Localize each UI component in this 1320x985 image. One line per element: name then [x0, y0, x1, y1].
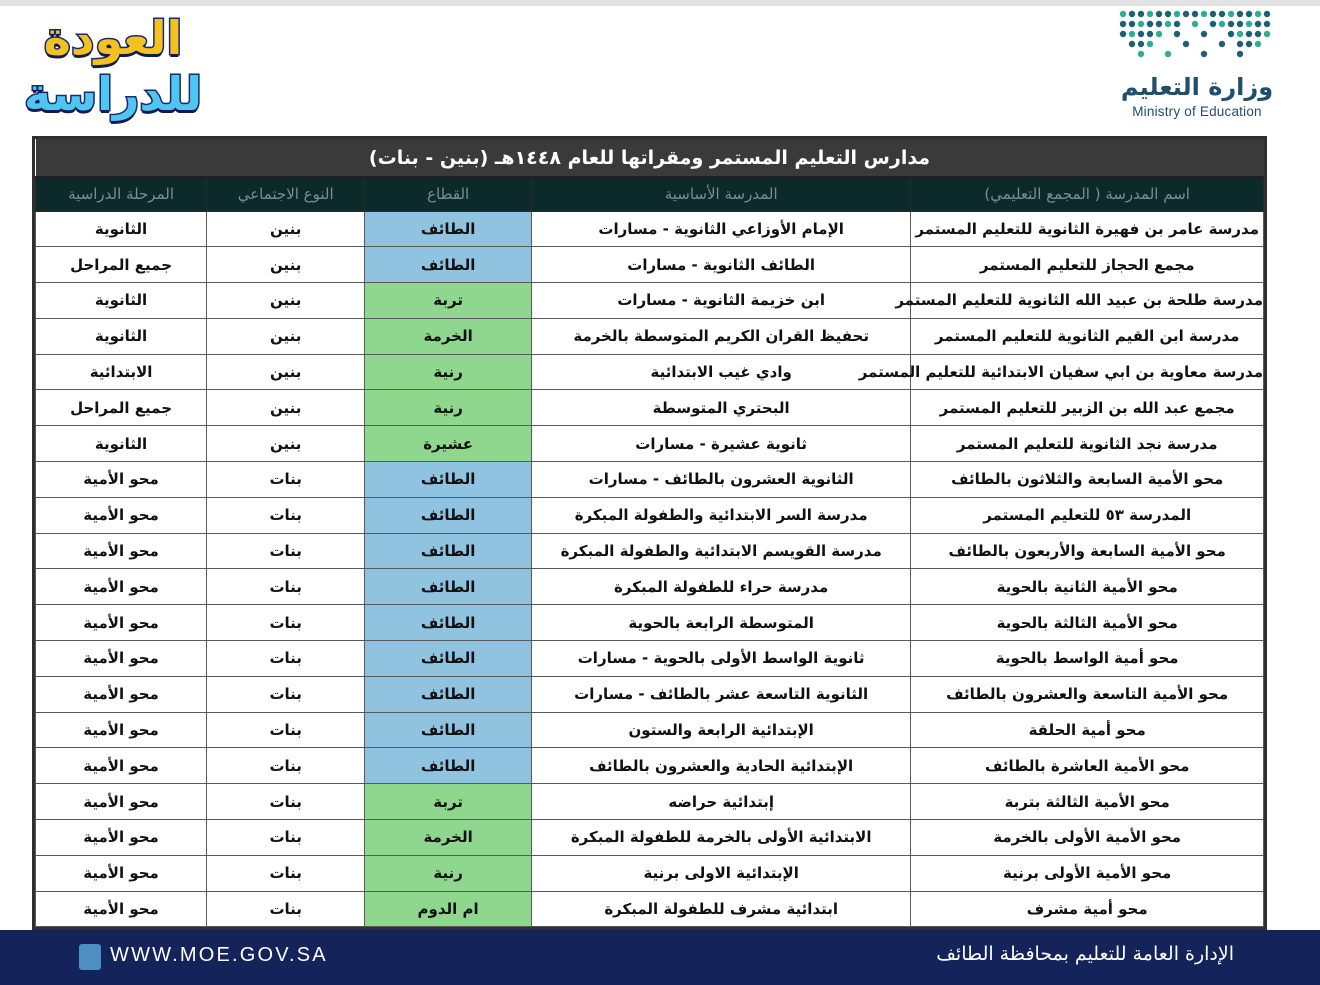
cell-sector: الطائف — [365, 247, 532, 283]
logo-dot — [1246, 11, 1252, 17]
table-row — [36, 354, 1264, 390]
cell-school: محو الأمية الأولى برنية — [911, 855, 1264, 891]
top-strip — [0, 0, 1320, 6]
cell-stage: الثانوية — [36, 283, 207, 319]
logo-dot — [1147, 31, 1153, 37]
logo-dot — [1165, 11, 1171, 17]
cell-school: محو الأمية الأولى بالخرمة — [911, 820, 1264, 856]
cell-host-school: الإبتدائية الاولى برنية — [531, 855, 910, 891]
logo-dot — [1237, 41, 1243, 47]
logo-dot — [1246, 31, 1252, 37]
cell-sector: الطائف — [365, 497, 532, 533]
cell-stage: محو الأمية — [36, 462, 207, 498]
logo-dot — [1264, 21, 1270, 27]
cell-sector: رنية — [365, 390, 532, 426]
cell-gender: بنات — [207, 891, 365, 927]
cell-host-school: الإبتدائية الرابعة والستون — [531, 712, 910, 748]
cell-school: محو أمية الحلقة — [911, 712, 1264, 748]
table-row — [36, 247, 1264, 283]
cell-gender: بنين — [207, 283, 365, 319]
cell-host-school: الإبتدائية الحادية والعشرون بالطائف — [531, 748, 910, 784]
cell-host-school: المتوسطة الرابعة بالحوية — [531, 605, 910, 641]
cell-school: مدرسة ابن القيم الثانوية للتعليم المستمر — [911, 318, 1264, 354]
table-body — [36, 211, 1264, 927]
cell-sector: الطائف — [365, 676, 532, 712]
logo-dot — [1174, 11, 1180, 17]
header-stage: المرحلة الدراسية — [36, 177, 207, 211]
cell-sector: الخرمة — [365, 318, 532, 354]
cell-stage: محو الأمية — [36, 748, 207, 784]
cell-host-school: مدرسة القويسم الابتدائية والطفولة المبكرة — [531, 533, 910, 569]
table-row — [36, 497, 1264, 533]
logo-dot — [1255, 31, 1261, 37]
logo-dot — [1228, 11, 1234, 17]
logo-dot — [1129, 11, 1135, 17]
logo-dot — [1129, 21, 1135, 27]
logo-dot — [1183, 41, 1189, 47]
cell-school: مدرسة طلحة بن عبيد الله الثانوية للتعليم المستمر — [911, 283, 1264, 319]
cell-gender: بنات — [207, 748, 365, 784]
table-row — [36, 891, 1264, 927]
cell-school: مجمع الحجاز للتعليم المستمر — [911, 247, 1264, 283]
cell-sector: الطائف — [365, 462, 532, 498]
logo-dot — [1120, 31, 1126, 37]
cell-gender: بنات — [207, 462, 365, 498]
logo-dot — [1237, 11, 1243, 17]
table-row — [36, 569, 1264, 605]
cell-host-school: ثانوية عشيرة - مسارات — [531, 426, 910, 462]
cell-gender: بنات — [207, 533, 365, 569]
cell-host-school: البحتري المتوسطة — [531, 390, 910, 426]
header-school: اسم المدرسة ( المجمع التعليمي) — [911, 177, 1264, 211]
cell-gender: بنات — [207, 855, 365, 891]
schools-table — [32, 136, 1267, 930]
logo-dot — [1174, 31, 1180, 37]
cell-stage: محو الأمية — [36, 855, 207, 891]
cell-gender: بنين — [207, 390, 365, 426]
table-row — [36, 748, 1264, 784]
cell-gender: بنات — [207, 712, 365, 748]
moe-emblem-icon — [79, 944, 101, 970]
cell-school: محو الأمية التاسعة والعشرون بالطائف — [911, 676, 1264, 712]
cell-school: المدرسة ٥٣ للتعليم المستمر — [911, 497, 1264, 533]
logo-dot — [1219, 41, 1225, 47]
cell-host-school: الابتدائية الأولى بالخرمة للطفولة المبكرة — [531, 820, 910, 856]
cell-stage: محو الأمية — [36, 891, 207, 927]
cell-sector: تربة — [365, 283, 532, 319]
logo-dot — [1174, 21, 1180, 27]
cell-school: مدرسة نجد الثانوية للتعليم المستمر — [911, 426, 1264, 462]
cell-gender: بنات — [207, 497, 365, 533]
footer-url[interactable]: WWW.MOE.GOV.SA — [110, 944, 328, 966]
cell-sector: الطائف — [365, 712, 532, 748]
table-row — [36, 712, 1264, 748]
logo-dot — [1237, 31, 1243, 37]
ministry-name-en: Ministry of Education — [1132, 104, 1262, 119]
logo-dot — [1219, 11, 1225, 17]
cell-host-school: مدرسة حراء للطفولة المبكرة — [531, 569, 910, 605]
table-row — [36, 462, 1264, 498]
cell-sector: الطائف — [365, 533, 532, 569]
cell-school: محو الأمية الثالثة بالحوية — [911, 605, 1264, 641]
logo-dot — [1138, 31, 1144, 37]
ministry-name-ar: وزارة التعليم — [1120, 73, 1274, 101]
table-row — [36, 426, 1264, 462]
cell-host-school: وادي غيب الابتدائية — [531, 354, 910, 390]
logo-dot — [1147, 21, 1153, 27]
cell-gender: بنات — [207, 641, 365, 677]
logo-dot — [1228, 31, 1234, 37]
cell-gender: بنات — [207, 820, 365, 856]
table-row — [36, 855, 1264, 891]
table-row — [36, 641, 1264, 677]
cell-gender: بنات — [207, 605, 365, 641]
bts-line-1: العودة — [43, 11, 183, 65]
logo-dot — [1156, 31, 1162, 37]
cell-gender: بنات — [207, 569, 365, 605]
table-title: مدارس التعليم المستمر ومقراتها للعام ١٤٤٨هـ (بنين - بنات) — [36, 139, 1264, 177]
cell-sector: عشيرة — [365, 426, 532, 462]
cell-sector: تربة — [365, 784, 532, 820]
cell-gender: بنين — [207, 247, 365, 283]
logo-dot — [1210, 11, 1216, 17]
cell-school: محو الأمية السابعة والأربعون بالطائف — [911, 533, 1264, 569]
ministry-logo — [1112, 8, 1282, 130]
cell-school: مجمع عبد الله بن الزبير للتعليم المستمر — [911, 390, 1264, 426]
cell-stage: الثانوية — [36, 318, 207, 354]
cell-stage: محو الأمية — [36, 641, 207, 677]
bts-line-2: للدراسة — [23, 67, 202, 121]
logo-dot — [1165, 21, 1171, 27]
logo-dot — [1246, 21, 1252, 27]
table-row — [36, 676, 1264, 712]
cell-stage: الابتدائية — [36, 354, 207, 390]
cell-sector: الخرمة — [365, 820, 532, 856]
cell-host-school: ابتدائية مشرف للطفولة المبكرة — [531, 891, 910, 927]
cell-host-school: الثانوية العشرون بالطائف - مسارات — [531, 462, 910, 498]
cell-sector: الطائف — [365, 605, 532, 641]
cell-stage: الثانوية — [36, 211, 207, 247]
table-row — [36, 318, 1264, 354]
cell-sector: الطائف — [365, 569, 532, 605]
logo-dot — [1138, 11, 1144, 17]
logo-dot — [1165, 51, 1171, 57]
cell-host-school: تحفيظ القران الكريم المتوسطة بالخرمة — [531, 318, 910, 354]
table-row — [36, 533, 1264, 569]
logo-dot — [1255, 41, 1261, 47]
table-row — [36, 283, 1264, 319]
logo-dot — [1120, 21, 1126, 27]
logo-dot — [1201, 51, 1207, 57]
cell-school: محو أمية الواسط بالحوية — [911, 641, 1264, 677]
cell-sector: ام الدوم — [365, 891, 532, 927]
logo-dot — [1156, 21, 1162, 27]
logo-dot — [1138, 21, 1144, 27]
logo-dot — [1246, 41, 1252, 47]
cell-sector: رنية — [365, 354, 532, 390]
cell-stage: محو الأمية — [36, 820, 207, 856]
logo-dot — [1192, 11, 1198, 17]
logo-dot — [1264, 11, 1270, 17]
cell-host-school: الطائف الثانوية - مسارات — [531, 247, 910, 283]
cell-host-school: الإمام الأوزاعي الثانوية - مسارات — [531, 211, 910, 247]
cell-school: مدرسة معاوية بن ابي سفيان الابتدائية للتعليم المستمر — [911, 354, 1264, 390]
logo-dot — [1237, 51, 1243, 57]
cell-gender: بنين — [207, 211, 365, 247]
cell-stage: محو الأمية — [36, 784, 207, 820]
logo-dot — [1210, 21, 1216, 27]
table-row — [36, 211, 1264, 247]
logo-dot — [1192, 21, 1198, 27]
table-row — [36, 820, 1264, 856]
back-to-school-logo — [22, 10, 204, 130]
ministry-dots-icon — [1117, 8, 1277, 60]
logo-dot — [1201, 31, 1207, 37]
cell-stage: محو الأمية — [36, 497, 207, 533]
footer-department: الإدارة العامة للتعليم بمحافظة الطائف — [936, 943, 1234, 965]
cell-sector: رنية — [365, 855, 532, 891]
cell-host-school: ابن خزيمة الثانوية - مسارات — [531, 283, 910, 319]
table-row — [36, 605, 1264, 641]
logo-dot — [1183, 11, 1189, 17]
cell-school: محو الأمية السابعة والثلاثون بالطائف — [911, 462, 1264, 498]
cell-school: مدرسة عامر بن فهيرة الثانوية للتعليم المستمر — [911, 211, 1264, 247]
cell-gender: بنين — [207, 318, 365, 354]
logo-dot — [1255, 11, 1261, 17]
cell-host-school: مدرسة السر الابتدائية والطفولة المبكرة — [531, 497, 910, 533]
logo-dot — [1147, 41, 1153, 47]
header-sector: القطاع — [365, 177, 532, 211]
header-gender: النوع الاجتماعي — [207, 177, 365, 211]
logo-dot — [1219, 21, 1225, 27]
cell-host-school: إبتدائية حراضه — [531, 784, 910, 820]
logo-dot — [1129, 41, 1135, 47]
cell-school: محو الأمية الثانية بالحوية — [911, 569, 1264, 605]
logo-dot — [1156, 11, 1162, 17]
cell-gender: بنات — [207, 784, 365, 820]
cell-stage: محو الأمية — [36, 533, 207, 569]
cell-school: محو أمية مشرف — [911, 891, 1264, 927]
logo-dot — [1120, 11, 1126, 17]
cell-gender: بنين — [207, 354, 365, 390]
logo-dot — [1237, 21, 1243, 27]
cell-sector: الطائف — [365, 748, 532, 784]
logo-dot — [1264, 31, 1270, 37]
cell-stage: محو الأمية — [36, 712, 207, 748]
logo-dot — [1129, 31, 1135, 37]
table-row — [36, 784, 1264, 820]
footer-bar — [0, 930, 1320, 985]
cell-stage: جميع المراحل — [36, 247, 207, 283]
logo-dot — [1147, 11, 1153, 17]
logo-dot — [1255, 21, 1261, 27]
cell-school: محو الأمية الثالثة بتربة — [911, 784, 1264, 820]
logo-dot — [1138, 41, 1144, 47]
cell-stage: محو الأمية — [36, 569, 207, 605]
cell-sector: الطائف — [365, 641, 532, 677]
cell-sector: الطائف — [365, 211, 532, 247]
cell-host-school: ثانوية الواسط الأولى بالحوية - مسارات — [531, 641, 910, 677]
logo-dot — [1228, 21, 1234, 27]
cell-stage: الثانوية — [36, 426, 207, 462]
cell-stage: جميع المراحل — [36, 390, 207, 426]
logo-dot — [1138, 51, 1144, 57]
cell-gender: بنين — [207, 426, 365, 462]
logo-dot — [1201, 11, 1207, 17]
cell-stage: محو الأمية — [36, 676, 207, 712]
header-host-school: المدرسة الأساسية — [531, 177, 910, 211]
cell-host-school: الثانوية التاسعة عشر بالطائف - مسارات — [531, 676, 910, 712]
cell-stage: محو الأمية — [36, 605, 207, 641]
table-row — [36, 390, 1264, 426]
cell-school: محو الأمية العاشرة بالطائف — [911, 748, 1264, 784]
cell-gender: بنات — [207, 676, 365, 712]
